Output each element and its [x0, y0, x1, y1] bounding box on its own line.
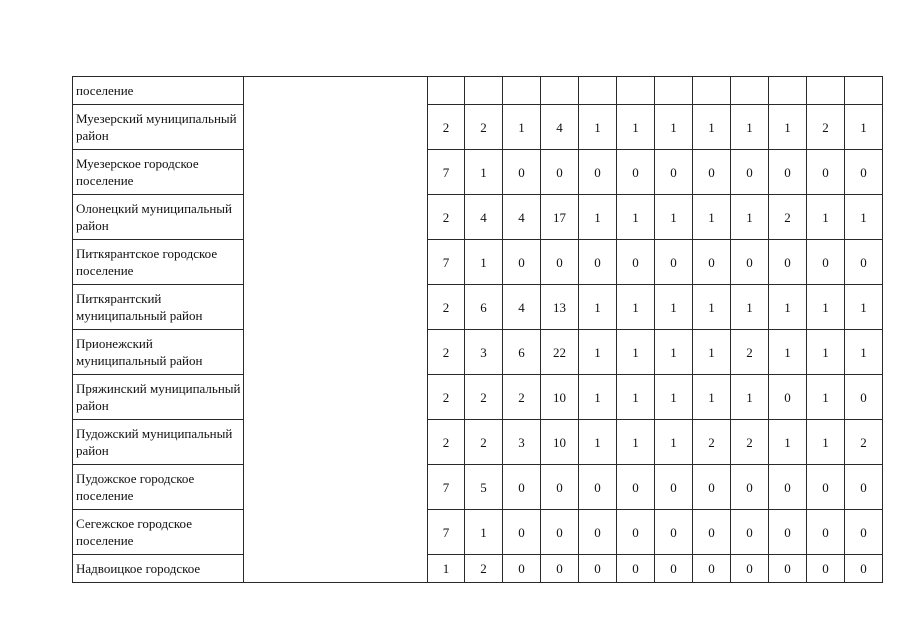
value-cell: 1	[731, 285, 769, 330]
value-cell: 0	[845, 375, 883, 420]
value-cell: 0	[579, 555, 617, 583]
value-cell: 0	[541, 465, 579, 510]
municipality-name-cell: Прионежский муниципальный район	[73, 330, 244, 375]
value-cell: 1	[579, 105, 617, 150]
value-cell: 0	[655, 510, 693, 555]
value-cell: 7	[428, 240, 465, 285]
value-cell: 0	[655, 240, 693, 285]
table-row	[73, 195, 883, 240]
value-cell: 0	[845, 150, 883, 195]
value-cell: 1	[807, 330, 845, 375]
value-cell: 1	[655, 330, 693, 375]
value-cell: 7	[428, 510, 465, 555]
value-cell	[769, 77, 807, 105]
value-cell: 0	[579, 510, 617, 555]
value-cell: 1	[655, 420, 693, 465]
value-cell: 0	[693, 510, 731, 555]
empty-column-cell	[244, 105, 428, 150]
empty-column-cell	[244, 285, 428, 330]
value-cell: 0	[845, 240, 883, 285]
value-cell: 1	[845, 285, 883, 330]
value-cell	[579, 77, 617, 105]
table-row	[73, 330, 883, 375]
value-cell: 10	[541, 375, 579, 420]
value-cell: 1	[769, 330, 807, 375]
value-cell: 0	[807, 510, 845, 555]
value-cell: 0	[503, 240, 541, 285]
value-cell: 0	[807, 240, 845, 285]
value-cell: 4	[503, 285, 541, 330]
table-row	[73, 240, 883, 285]
table-row	[73, 510, 883, 555]
value-cell: 0	[541, 510, 579, 555]
value-cell: 0	[693, 240, 731, 285]
value-cell: 2	[465, 420, 503, 465]
value-cell	[845, 77, 883, 105]
empty-column-cell	[244, 555, 428, 583]
table-row	[73, 465, 883, 510]
value-cell: 4	[541, 105, 579, 150]
table-row	[73, 555, 883, 583]
value-cell: 0	[617, 465, 655, 510]
municipality-name-cell: Питкярантское городское поселение	[73, 240, 244, 285]
value-cell	[617, 77, 655, 105]
value-cell: 0	[693, 150, 731, 195]
table-row	[73, 375, 883, 420]
value-cell: 0	[731, 240, 769, 285]
value-cell: 1	[503, 105, 541, 150]
municipality-name-cell: Пудожское городское поселение	[73, 465, 244, 510]
municipality-name-cell: Пряжинский муниципальный район	[73, 375, 244, 420]
value-cell: 2	[428, 420, 465, 465]
value-cell: 0	[655, 555, 693, 583]
value-cell: 0	[845, 555, 883, 583]
municipality-name-cell: Пудожский муниципальный район	[73, 420, 244, 465]
municipality-name-cell: Муезерское городское поселение	[73, 150, 244, 195]
value-cell	[503, 77, 541, 105]
value-cell: 0	[731, 555, 769, 583]
value-cell: 1	[769, 285, 807, 330]
value-cell: 2	[769, 195, 807, 240]
table-row	[73, 77, 883, 105]
value-cell: 0	[845, 510, 883, 555]
value-cell: 1	[807, 375, 845, 420]
value-cell: 1	[617, 285, 655, 330]
table-row	[73, 420, 883, 465]
value-cell: 2	[465, 375, 503, 420]
value-cell: 7	[428, 150, 465, 195]
value-cell: 2	[693, 420, 731, 465]
value-cell: 0	[617, 150, 655, 195]
value-cell: 1	[693, 285, 731, 330]
value-cell: 2	[503, 375, 541, 420]
value-cell: 0	[693, 555, 731, 583]
municipality-name-cell: Питкярантский муниципальный район	[73, 285, 244, 330]
empty-column-cell	[244, 150, 428, 195]
value-cell: 1	[655, 285, 693, 330]
value-cell: 0	[769, 240, 807, 285]
value-cell	[731, 77, 769, 105]
value-cell: 0	[503, 465, 541, 510]
value-cell: 2	[731, 330, 769, 375]
value-cell	[807, 77, 845, 105]
value-cell	[428, 77, 465, 105]
value-cell: 1	[693, 330, 731, 375]
value-cell: 2	[465, 555, 503, 583]
value-cell: 0	[731, 510, 769, 555]
value-cell: 0	[693, 465, 731, 510]
value-cell: 1	[465, 510, 503, 555]
value-cell: 0	[579, 240, 617, 285]
value-cell: 1	[617, 195, 655, 240]
value-cell: 2	[465, 105, 503, 150]
value-cell: 0	[769, 555, 807, 583]
value-cell: 0	[655, 465, 693, 510]
value-cell: 2	[807, 105, 845, 150]
value-cell: 0	[807, 465, 845, 510]
municipality-name-cell: Муезерский муниципальный район	[73, 105, 244, 150]
value-cell: 1	[617, 420, 655, 465]
value-cell	[541, 77, 579, 105]
value-cell: 3	[465, 330, 503, 375]
value-cell: 0	[617, 240, 655, 285]
value-cell: 0	[541, 555, 579, 583]
value-cell: 1	[465, 150, 503, 195]
value-cell: 1	[769, 105, 807, 150]
value-cell	[655, 77, 693, 105]
value-cell: 1	[807, 285, 845, 330]
value-cell: 1	[579, 195, 617, 240]
value-cell: 2	[428, 285, 465, 330]
value-cell	[693, 77, 731, 105]
value-cell: 0	[617, 510, 655, 555]
value-cell: 0	[769, 510, 807, 555]
value-cell: 6	[503, 330, 541, 375]
value-cell: 1	[731, 375, 769, 420]
table-row	[73, 150, 883, 195]
value-cell: 1	[731, 195, 769, 240]
value-cell: 1	[655, 195, 693, 240]
empty-column-cell	[244, 375, 428, 420]
value-cell: 1	[617, 375, 655, 420]
value-cell: 4	[465, 195, 503, 240]
value-cell: 2	[428, 105, 465, 150]
table-row	[73, 285, 883, 330]
municipality-name-cell: Олонецкий муниципальный район	[73, 195, 244, 240]
value-cell: 2	[428, 330, 465, 375]
value-cell: 1	[579, 330, 617, 375]
value-cell: 2	[845, 420, 883, 465]
value-cell: 0	[579, 150, 617, 195]
value-cell: 0	[769, 465, 807, 510]
value-cell: 6	[465, 285, 503, 330]
value-cell: 0	[731, 465, 769, 510]
value-cell: 1	[579, 420, 617, 465]
municipality-name-cell: Сегежское городское поселение	[73, 510, 244, 555]
empty-column-cell	[244, 77, 428, 105]
value-cell: 0	[731, 150, 769, 195]
value-cell: 1	[579, 285, 617, 330]
value-cell: 0	[579, 465, 617, 510]
municipality-name-cell: Надвоицкое городское	[73, 555, 244, 583]
value-cell: 1	[655, 375, 693, 420]
value-cell: 0	[541, 240, 579, 285]
empty-column-cell	[244, 330, 428, 375]
value-cell: 0	[541, 150, 579, 195]
empty-column-cell	[244, 510, 428, 555]
value-cell: 1	[845, 195, 883, 240]
value-cell: 1	[579, 375, 617, 420]
value-cell: 2	[428, 195, 465, 240]
value-cell: 17	[541, 195, 579, 240]
value-cell: 0	[769, 375, 807, 420]
value-cell: 0	[769, 150, 807, 195]
value-cell: 1	[617, 105, 655, 150]
empty-column-cell	[244, 420, 428, 465]
value-cell: 1	[655, 105, 693, 150]
value-cell: 3	[503, 420, 541, 465]
value-cell: 1	[807, 195, 845, 240]
value-cell: 1	[465, 240, 503, 285]
empty-column-cell	[244, 465, 428, 510]
value-cell: 1	[693, 375, 731, 420]
value-cell: 1	[731, 105, 769, 150]
table-body	[73, 77, 883, 583]
value-cell: 0	[845, 465, 883, 510]
value-cell: 1	[693, 195, 731, 240]
value-cell: 1	[845, 105, 883, 150]
value-cell: 2	[731, 420, 769, 465]
value-cell: 0	[807, 150, 845, 195]
table-row	[73, 105, 883, 150]
value-cell: 7	[428, 465, 465, 510]
value-cell: 4	[503, 195, 541, 240]
value-cell: 1	[845, 330, 883, 375]
value-cell: 1	[617, 330, 655, 375]
value-cell: 1	[807, 420, 845, 465]
value-cell: 10	[541, 420, 579, 465]
value-cell: 0	[503, 150, 541, 195]
value-cell: 13	[541, 285, 579, 330]
value-cell: 1	[428, 555, 465, 583]
value-cell	[465, 77, 503, 105]
value-cell: 0	[655, 150, 693, 195]
value-cell: 0	[617, 555, 655, 583]
value-cell: 1	[769, 420, 807, 465]
value-cell: 22	[541, 330, 579, 375]
municipal-data-table	[72, 76, 883, 583]
value-cell: 5	[465, 465, 503, 510]
value-cell: 0	[807, 555, 845, 583]
empty-column-cell	[244, 240, 428, 285]
value-cell: 0	[503, 555, 541, 583]
value-cell: 2	[428, 375, 465, 420]
municipality-name-cell: поселение	[73, 77, 244, 105]
value-cell: 1	[693, 105, 731, 150]
empty-column-cell	[244, 195, 428, 240]
value-cell: 0	[503, 510, 541, 555]
